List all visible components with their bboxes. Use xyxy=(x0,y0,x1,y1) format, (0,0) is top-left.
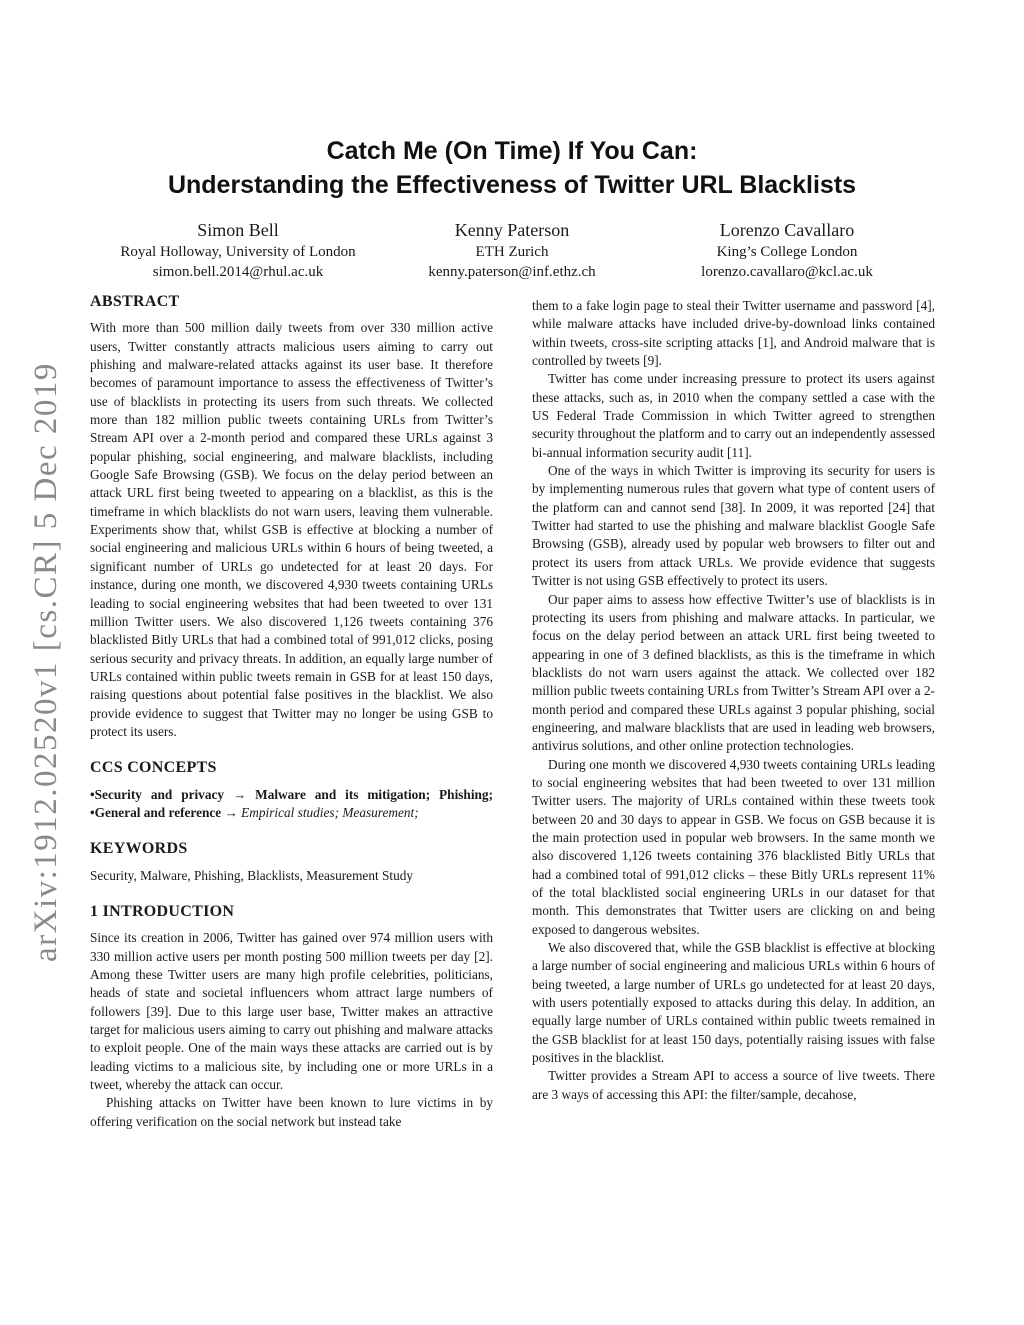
author-email: kenny.paterson@inf.ethz.ch xyxy=(428,264,596,280)
author-affiliation: ETH Zurich xyxy=(475,244,549,260)
right-paragraph-6: We also discovered that, while the GSB blacklist is effective at blocking a large number of social engineering and malicious URLs within 6 hours of being tweeted, a large number of URLs go undetected for at least 20 days, with users potentially exposed to attacks during this delay. In addition, an equally large number of URLs contained within public tweets remained in the GSB blacklist for at least 150 days, potentially raising issues with false positives in the blacklist. xyxy=(532,940,935,1066)
right-paragraph-7: Twitter provides a Stream API to access a source of live tweets. There are 3 ways of accessing this API: the filter/sample, decahose, xyxy=(532,1068,935,1102)
ccs-concepts xyxy=(90,786,493,823)
ccs-concept-2-detail: Empirical studies; Measurement; xyxy=(241,804,419,820)
left-column xyxy=(90,293,493,1131)
intro-paragraph-1: Since its creation in 2006, Twitter has gained over 974 million users with 330 million active users per month posting 500 million tweets per day [2]. Among these Twitter users are many high profile celebrities, politicians, heads of state and societal influencers whom attract large numbers of followers [39]. Due to this large user base, Twitter makes an attractive target for malicious users aiming to carry out phishing and malware attacks to exploit people. One of the main ways these attacks are carried out is by leading victims to a malicious site, by including one or more URLs in a tweet, whereby the attack can occur. xyxy=(90,930,493,1093)
author-affiliation: Royal Holloway, University of London xyxy=(120,244,356,260)
abstract-heading: ABSTRACT xyxy=(90,293,180,310)
introduction-heading: 1 INTRODUCTION xyxy=(90,902,235,920)
title-line-2: Understanding the Effectiveness of Twitter URL Blacklists xyxy=(167,171,857,199)
right-paragraph-5: During one month we discovered 4,930 tweets containing URLs leading to social engineering websites that had been tweeted to over 131 million Twitter users. The majority of URLs contained within these tweets took between 20 and 30 days to appear in GSB. We focus on GSB because it is the main protection used in popular web browsers. In the same month we also discovered 1,126 tweets containing 376 blacklisted Bitly URLs that had a combined total of 991,012 clicks – these Bitly URLs represent 11% of the total blacklisted social engineering URLs in our dataset for that month. This demonstrates that Twitter users are clicking on and being exposed to dangerous websites. xyxy=(532,756,935,937)
intro-paragraph-2: Phishing attacks on Twitter have been known to lure victims in by offering verification on the social network but instead take xyxy=(90,1095,493,1129)
author-name: Simon Bell xyxy=(197,220,279,240)
author-2 xyxy=(352,218,672,282)
right-column xyxy=(532,297,935,1104)
ccs-concept-1: •Security and privacy → Malware and its mitigation; Phishing; xyxy=(90,786,493,802)
right-paragraph-2: Twitter has come under increasing pressure to protect its users against these attacks, such as, in 2010 when the company settled a case with the US Federal Trade Commission in which Twitter agreed to strengthen security throughout the platform and to carry out an independently assessed bi-annual information security audit [11]. xyxy=(532,371,935,460)
paper-title xyxy=(0,134,1024,202)
author-name: Lorenzo Cavallaro xyxy=(719,220,855,240)
author-3 xyxy=(627,218,947,282)
abstract-text: With more than 500 million daily tweets from over 330 million active users, Twitter constantly attracts malicious users aiming to carry out phishing and malware-related attacks against its user base. It therefore becomes of paramount importance to assess the effectiveness of Twitter’s use of blacklists in protecting its users from such threats. We collected more than 182 million public tweets containing URLs from Twitter’s Stream API over a 2-month period and compared these URLs against 3 popular phishing, social engineering, and malware blacklists, including Google Safe Browsing (GSB). We focus on the delay period between an attack URL first being tweeted to appearing on a blacklist, as this is the timeframe in which blacklists do not warn users, leaving them vulnerable. Experiments show that, whilst GSB is effective at blocking a number of social engineering and malicious URLs within 6 hours of being tweeted, a significant number of URLs go undetected for at least 20 days. For instance, during one month, we discovered 4,930 tweets containing URLs leading to social engineering websites that had been tweeted to over 131 million Twitter users. We also discovered 1,126 tweets containing 376 blacklisted Bitly URLs that had a combined total of 991,012 clicks, posing serious security and privacy threats. In addition, an equally large number of URLs contained within public tweets remain in GSB for at least 150 days, raising questions about potential false positives in the blacklist. We also provide evidence to suggest that Twitter may no longer be using GSB to protect its users. xyxy=(90,320,493,739)
arxiv-identifier: arXiv:1912.02520v1 [cs.CR] 5 Dec 2019 xyxy=(28,362,64,962)
keywords-heading: KEYWORDS xyxy=(90,840,188,858)
title-line-1: Catch Me (On Time) If You Can: xyxy=(326,137,698,165)
ccs-arrow: → xyxy=(221,804,242,820)
author-name: Kenny Paterson xyxy=(454,220,570,240)
right-paragraph-1: them to a fake login page to steal their Twitter username and password [4], while malware attacks have included drive-by-download links contained within tweets, cross-site scripting attacks [1], and Android malware that is controlled by tweets [9]. xyxy=(532,298,935,369)
right-paragraph-3: One of the ways in which Twitter is improving its security for users is by implementing numerous rules that govern what type of content users of the platform can and cannot send [38]. In 2009, it was reported [24] that Twitter had started to use the phishing and malware blacklist Google Safe Browsing (GSB), already used by popular web browsers to filter out and protect its users from attack URLs. We provide evidence that suggests Twitter is not using GSB effectively to protect its users. xyxy=(532,463,935,589)
author-affiliation: King’s College London xyxy=(716,244,858,260)
author-email: simon.bell.2014@rhul.ac.uk xyxy=(152,264,324,280)
ccs-heading: CCS CONCEPTS xyxy=(90,759,217,777)
ccs-concept-2: •General and reference xyxy=(90,804,222,820)
right-paragraph-4: Our paper aims to assess how effective Twitter’s use of blacklists is in protecting its users from phishing and malware attacks. In particular, we focus on the delay period between an attack URL first being tweeted to appearing in one of 3 defined blacklists, as this is the timeframe in which blacklists do not warn users against the attack. We collected over 182 million public tweets containing URLs from Twitter’s Stream API over a 2-month period and compared these URLs against 3 popular phishing, social engineering, and malware blacklists that are used in leading web browsers, antivirus solutions, and other online protection technologies. xyxy=(532,591,935,754)
author-email: lorenzo.cavallaro@kcl.ac.uk xyxy=(701,264,873,280)
keywords-text: Security, Malware, Phishing, Blacklists, Measurement Study xyxy=(90,867,414,883)
author-1 xyxy=(78,218,398,282)
